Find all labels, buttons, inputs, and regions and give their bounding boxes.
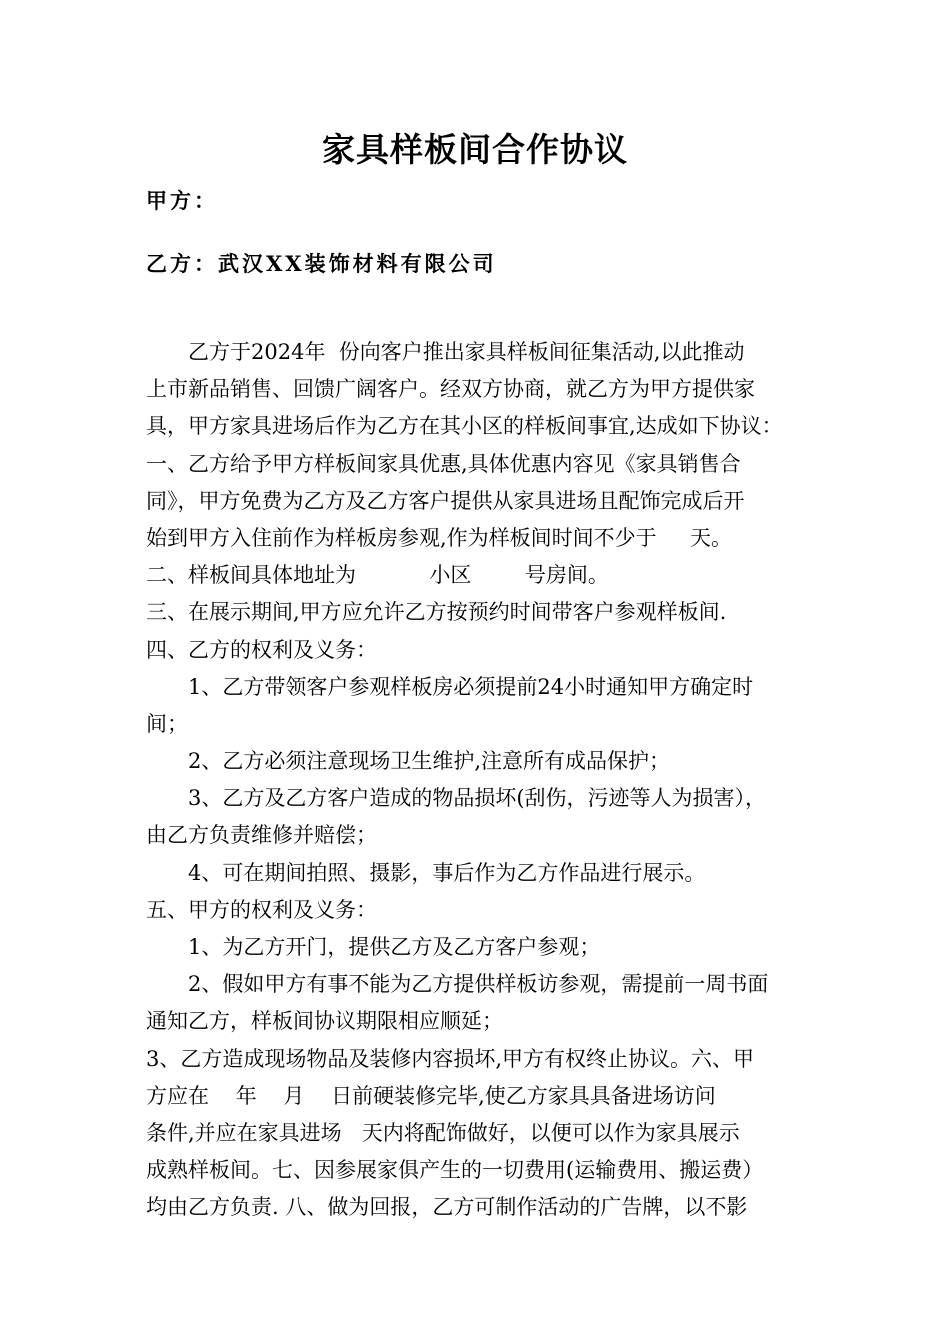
body-line: 三、在展示期间,甲方应允许乙方按预约时间带客户参观样板间.	[146, 600, 727, 625]
body-line: 3、乙方及乙方客户造成的物品损坏(刮伤，污迹等人为损害），	[188, 786, 767, 811]
body-line: 3、乙方造成现场物品及装修内容损坏,甲方有权终止协议。六、甲	[146, 1046, 755, 1071]
agreement-body	[146, 334, 816, 1227]
body-line: 条件,并应在家具进场 天内将配饰做好，以便可以作为家具展示	[146, 1120, 740, 1145]
body-line: 乙方于2024年 份向客户推出家具样板间征集活动,以此推动	[188, 340, 745, 364]
body-line: 均由乙方负责. 八、做为回报，乙方可制作活动的广告牌，以不影	[146, 1195, 748, 1220]
body-line: 上市新品销售、回馈广阔客户。经双方协商，就乙方为甲方提供家	[146, 377, 755, 402]
party-b-line: 乙方：武汉XX装饰材料有限公司	[146, 251, 497, 276]
body-line: 成熟样板间。七、因参展家俱产生的一切费用(运输费用、搬运费）	[146, 1158, 764, 1183]
body-line: 具，甲方家具进场后作为乙方在其小区的样板间事宜,达成如下协议：	[146, 414, 783, 439]
body-line: 同》，甲方免费为乙方及乙方客户提供从家具进场且配饰完成后开	[146, 488, 745, 513]
body-line: 五、甲方的权利及义务：	[146, 897, 377, 922]
body-line: 4、可在期间拍照、摄影，事后作为乙方作品进行展示。	[188, 860, 706, 885]
body-line: 方应在 年 月 日前硬装修完毕,使乙方家具具备进场访问	[146, 1083, 716, 1108]
body-line: 1、为乙方开门，提供乙方及乙方客户参观；	[188, 935, 601, 959]
body-line: 1、乙方带领客户参观样板房必须提前24小时通知甲方确定时	[188, 674, 754, 699]
body-line: 2、乙方必须注意现场卫生维护,注意所有成品保护；	[188, 749, 671, 774]
body-line: 始到甲方入住前作为样板房参观,作为样板间时间不少于 天。	[146, 525, 733, 550]
body-line: 2、假如甲方有事不能为乙方提供样板访参观，需提前一周书面	[188, 972, 769, 997]
body-line: 二、样板间具体地址为 小区 号房间。	[146, 563, 609, 588]
body-line: 一、乙方给予甲方样板间家具优惠,具体优惠内容见《家具销售合	[146, 451, 741, 476]
body-line: 四、乙方的权利及义务：	[146, 637, 377, 662]
body-line: 间；	[146, 711, 188, 736]
document-title: 家具样板间合作协议	[322, 130, 628, 169]
party-a-line: 甲方：	[146, 188, 218, 213]
body-line: 通知乙方，样板间协议期限相应顺延；	[146, 1009, 503, 1034]
body-line: 由乙方负责维修并赔偿；	[146, 823, 377, 848]
